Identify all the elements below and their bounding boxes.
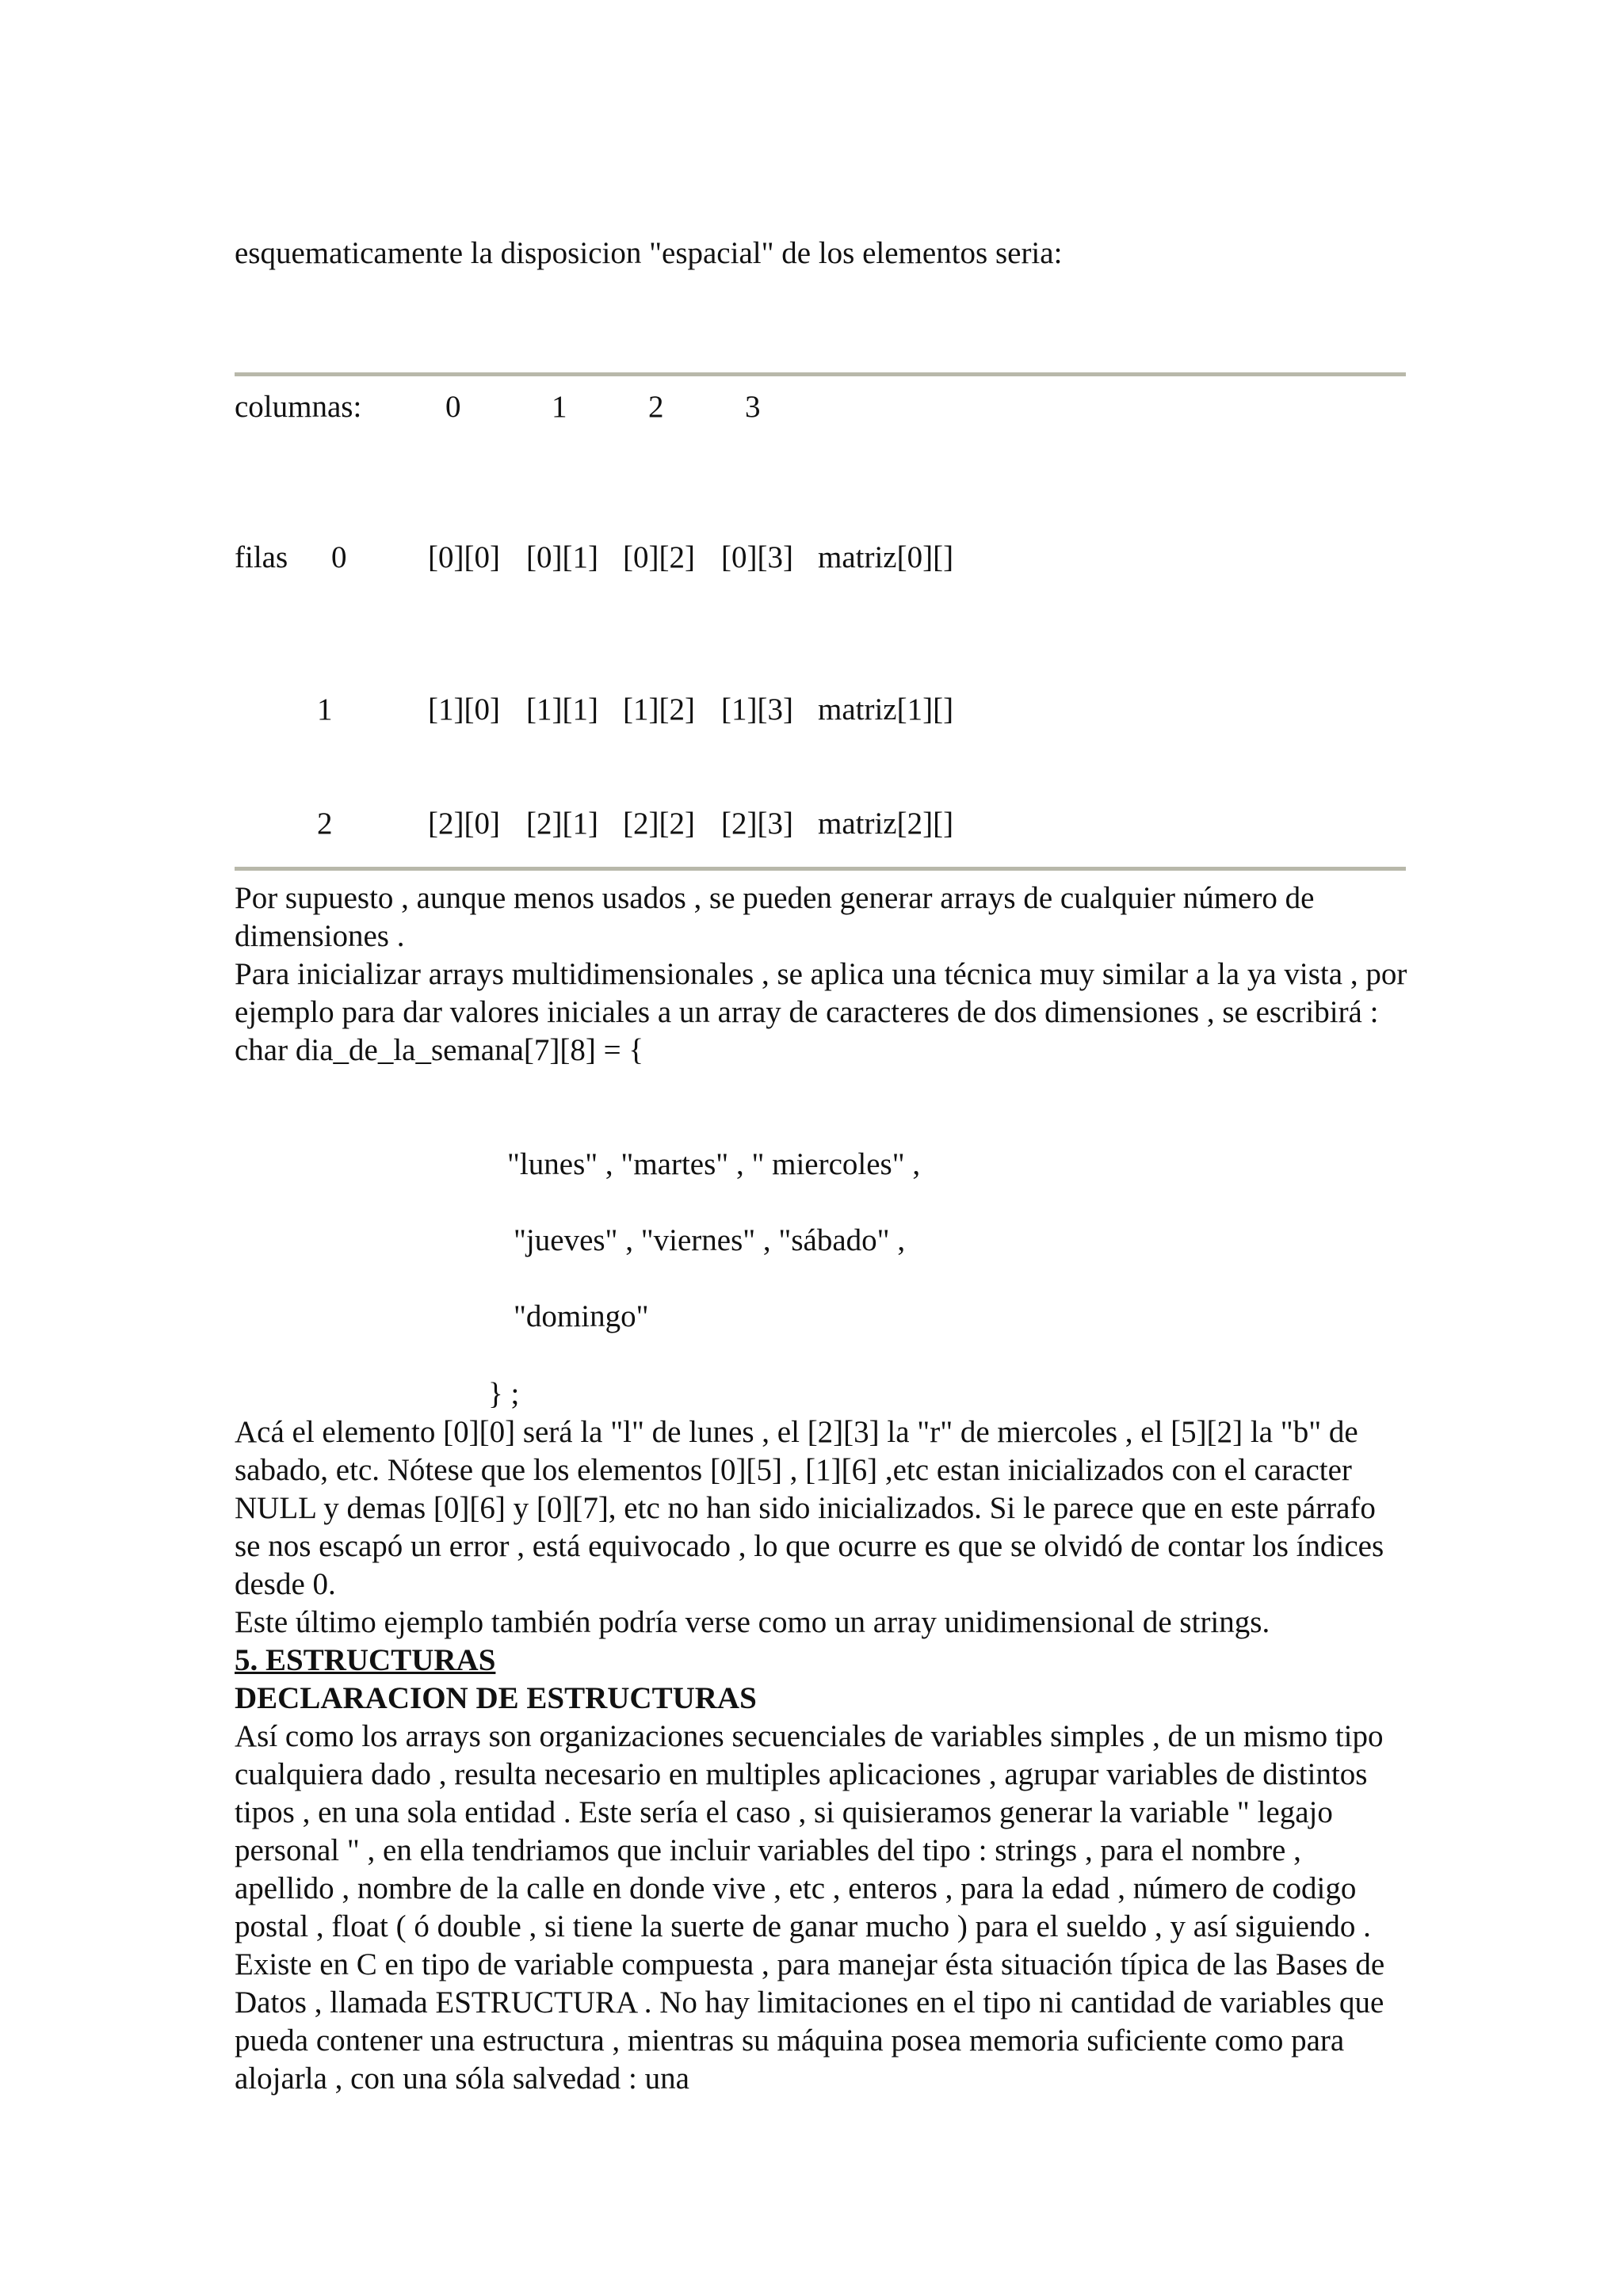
section-heading: 5. ESTRUCTURAS	[235, 1643, 496, 1677]
subsection-heading: DECLARACION DE ESTRUCTURAS	[235, 1681, 757, 1715]
cell-2-1: [2][1]	[526, 807, 598, 841]
column-index-0: 0	[445, 390, 461, 424]
column-index-3: 3	[745, 390, 761, 424]
cell-2-2: [2][2]	[623, 807, 695, 841]
cell-2-0: [2][0]	[428, 807, 500, 841]
column-index-2: 2	[648, 390, 664, 424]
paragraph-element-explanation: Acá el elemento [0][0] será la "l" de lunes , el [2][3] la "r" de miercoles , el [5][2] la "b" de sabado, etc. Nótese que los elementos [0][5] , [1][6] ,etc estan inicializados con el caracter NULL y demas [0][6] y [0][7], etc no han sido inicializados. Si le parece que en este párrafo se nos escapó un error , está equivocado , lo que ocurre es que se olvidó de contar los índices desde 0.	[235, 1415, 1384, 1601]
column-index-1: 1	[552, 390, 567, 424]
row-name-0: matriz[0][]	[818, 540, 954, 574]
row-index-1: 1	[317, 692, 333, 727]
paragraph-unidimensional: Este último ejemplo también podría verse como un array unidimensional de strings.	[235, 1605, 1270, 1639]
body-text-lower	[235, 1413, 1407, 2098]
cell-0-0: [0][0]	[428, 540, 500, 574]
code-closing-brace: } ;	[488, 1377, 520, 1411]
paragraph-initialization: Para inicializar arrays multidimensionales , se aplica una técnica muy similar a la ya vista , por ejemplo para dar valores iniciales a un array de caracteres de dos dimensiones , se escribirá :	[235, 957, 1407, 1029]
cell-2-3: [2][3]	[721, 807, 793, 841]
cell-1-1: [1][1]	[526, 692, 598, 727]
row-index-2: 2	[317, 807, 333, 841]
table-top-rule	[235, 372, 1406, 376]
body-text-upper	[235, 879, 1407, 1070]
row-index-0: 0	[331, 540, 347, 574]
cell-0-2: [0][2]	[623, 540, 695, 574]
rows-label: filas	[235, 540, 288, 574]
columns-label: columnas:	[235, 390, 362, 424]
intro-text: esquematicamente la disposicion "espacial" de los elementos seria:	[235, 236, 1063, 270]
table-bottom-rule	[235, 867, 1406, 871]
cell-1-2: [1][2]	[623, 692, 695, 727]
row-name-1: matriz[1][]	[818, 692, 954, 727]
cell-1-0: [1][0]	[428, 692, 500, 727]
paragraph-structures: Así como los arrays son organizaciones secuenciales de variables simples , de un mismo tipo cualquiera dado , resulta necesario en multiples aplicaciones , agrupar variables de distintos tipos , en una sola entidad . Este sería el caso , si quisieramos generar la variable " legajo personal " , en ella tendriamos que incluir variables del tipo : strings , para el nombre , apellido , nombre de la calle en donde vive , etc , enteros , para la edad , número de codigo postal , float ( ó double , si tiene la suerte de ganar mucho ) para el sueldo , y así siguiendo . Existe en C en tipo de variable compuesta , para manejar ésta situación típica de las Bases de Datos , llamada ESTRUCTURA . No hay limitaciones en el tipo ni cantidad de variables que pueda contener una estructura , mientras su máquina posea memoria suficiente como para alojarla , con una sóla salvedad : una	[235, 1719, 1385, 2096]
code-line-3: "domingo"	[514, 1299, 649, 1333]
code-declaration: char dia_de_la_semana[7][8] = {	[235, 1033, 644, 1067]
cell-0-3: [0][3]	[721, 540, 793, 574]
code-line-1: "lunes" , "martes" , " miercoles" ,	[507, 1147, 921, 1181]
cell-0-1: [0][1]	[526, 540, 598, 574]
code-line-2: "jueves" , "viernes" , "sábado" ,	[514, 1223, 906, 1257]
row-name-2: matriz[2][]	[818, 807, 954, 841]
paragraph-dimensions: Por supuesto , aunque menos usados , se pueden generar arrays de cualquier número de dimensiones .	[235, 881, 1315, 953]
cell-1-3: [1][3]	[721, 692, 793, 727]
